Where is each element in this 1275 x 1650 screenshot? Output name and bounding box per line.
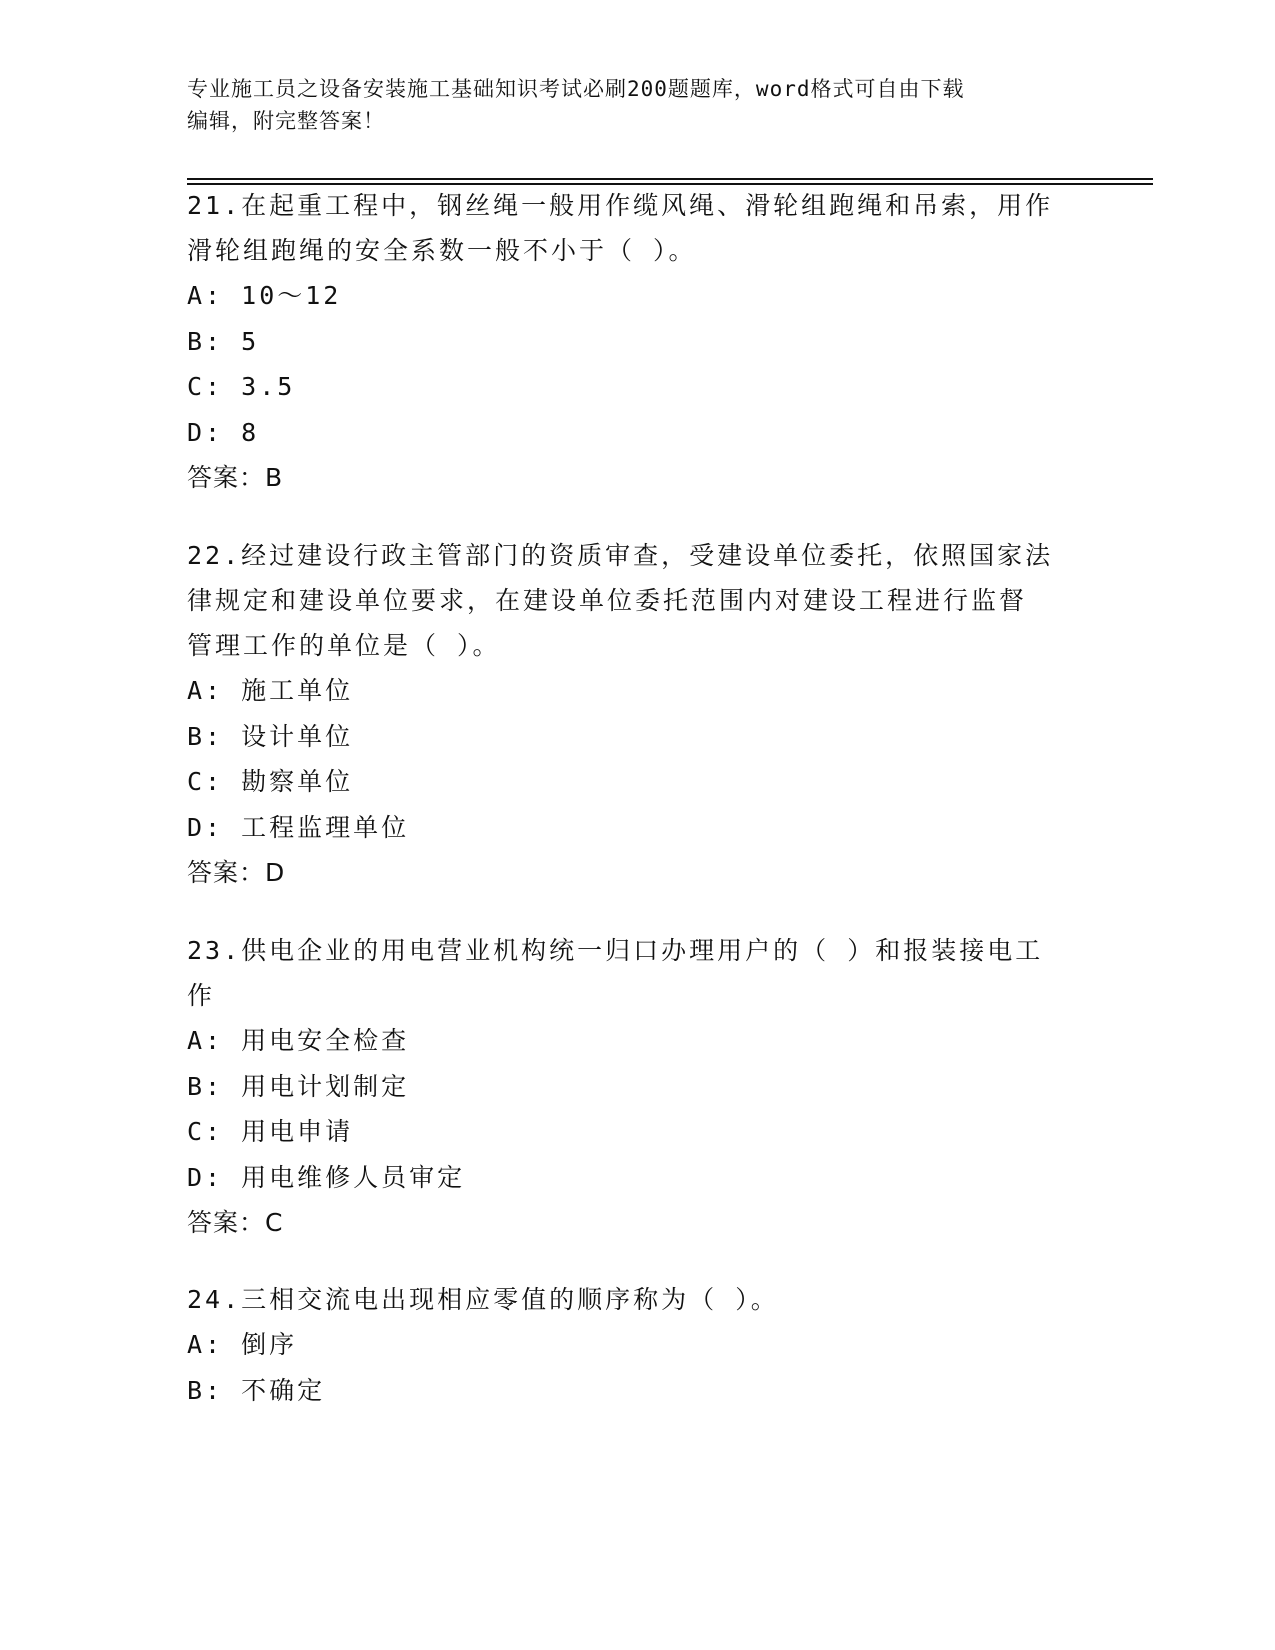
question-stem-line: 作: [187, 981, 216, 1010]
answer-label: 答案：B: [187, 463, 284, 492]
question-stem-line: 律规定和建设单位要求，在建设单位委托范围内对建设工程进行监督: [187, 586, 1028, 615]
option-b: B: 用电计划制定: [187, 1071, 410, 1101]
header-line-2: 编辑，附完整答案！: [187, 109, 385, 133]
option-c: C: 3.5: [187, 372, 296, 401]
option-a: A: 倒序: [187, 1330, 298, 1359]
option-b: B: 5: [187, 326, 260, 356]
option-a: A: 用电安全检查: [187, 1026, 410, 1055]
question-23: [187, 928, 1087, 1245]
option-b: B: 不确定: [187, 1375, 326, 1405]
question-stem-line: 22.经过建设行政主管部门的资质审查，受建设单位委托，依照国家法: [187, 541, 1054, 570]
option-a: A: 施工单位: [187, 676, 354, 705]
option-c: C: 勘察单位: [187, 767, 354, 796]
option-a: A: 10～12: [187, 281, 342, 310]
document-header: [187, 73, 1067, 137]
question-22: [187, 533, 1087, 895]
option-d: D: 工程监理单位: [187, 812, 410, 842]
answer-label: 答案：D: [187, 858, 286, 887]
question-stem-line: 24.三相交流电出现相应零值的顺序称为（ ）。: [187, 1285, 779, 1314]
option-b: B: 设计单位: [187, 721, 354, 751]
question-24: [187, 1277, 1087, 1413]
header-line-1: 专业施工员之设备安装施工基础知识考试必刷200题题库，word格式可自由下载: [187, 77, 965, 101]
option-d: D: 8: [187, 417, 260, 447]
header-divider-top: [187, 178, 1153, 180]
option-c: C: 用电申请: [187, 1117, 354, 1146]
question-stem-line: 滑轮组跑绳的安全系数一般不小于（ ）。: [187, 236, 697, 265]
question-stem-line: 21.在起重工程中，钢丝绳一般用作缆风绳、滑轮组跑绳和吊索，用作: [187, 191, 1054, 220]
option-d: D: 用电维修人员审定: [187, 1162, 466, 1192]
question-stem-line: 23.供电企业的用电营业机构统一归口办理用户的（ ）和报装接电工: [187, 936, 1044, 965]
question-21: [187, 183, 1087, 500]
question-stem-line: 管理工作的单位是（ ）。: [187, 631, 501, 660]
answer-label: 答案：C: [187, 1208, 284, 1237]
